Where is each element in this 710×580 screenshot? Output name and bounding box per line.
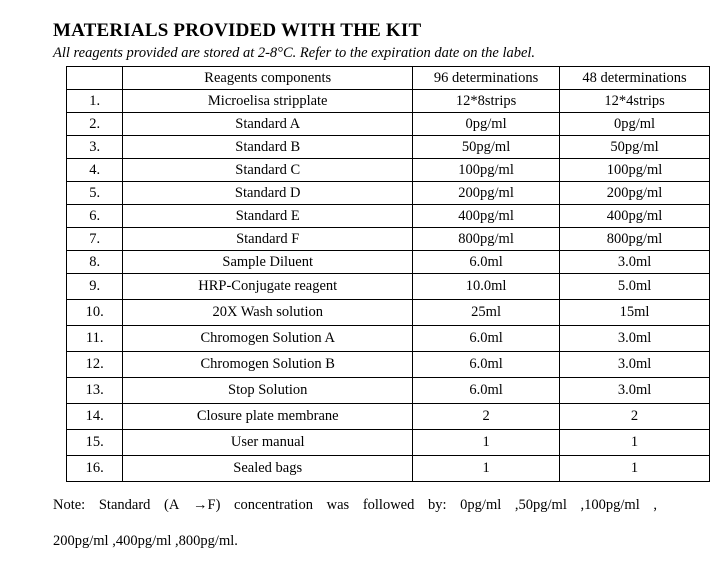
amount-48: 15ml <box>560 300 710 326</box>
row-number: 13. <box>67 378 123 404</box>
note-word: (A <box>164 497 180 513</box>
amount-96: 2 <box>413 404 560 430</box>
amount-48: 2 <box>560 404 710 430</box>
reagent-name: Standard D <box>123 182 413 205</box>
table-row <box>67 159 710 182</box>
amount-48: 3.0ml <box>560 326 710 352</box>
amount-48: 3.0ml <box>560 251 710 274</box>
header-48-determinations: 48 determinations <box>560 67 710 90</box>
table-header-row <box>67 67 710 90</box>
row-number: 11. <box>67 326 123 352</box>
reagent-name: Closure plate membrane <box>123 404 413 430</box>
table-row <box>67 228 710 251</box>
amount-96: 400pg/ml <box>413 205 560 228</box>
header-96-determinations: 96 determinations <box>413 67 560 90</box>
amount-48: 200pg/ml <box>560 182 710 205</box>
amount-96: 1 <box>413 456 560 482</box>
row-number: 9. <box>67 274 123 300</box>
reagent-name: Chromogen Solution B <box>123 352 413 378</box>
table-row <box>67 113 710 136</box>
note-word: ,50pg/ml <box>514 497 567 513</box>
amount-96: 6.0ml <box>413 326 560 352</box>
row-number: 8. <box>67 251 123 274</box>
table-row <box>67 251 710 274</box>
table-row <box>67 274 710 300</box>
header-number <box>67 67 123 90</box>
row-number: 14. <box>67 404 123 430</box>
page-title: MATERIALS PROVIDED WITH THE KIT <box>53 20 422 41</box>
amount-96: 100pg/ml <box>413 159 560 182</box>
reagent-name: Standard C <box>123 159 413 182</box>
note-word: concentration <box>234 497 313 513</box>
amount-96: 25ml <box>413 300 560 326</box>
row-number: 10. <box>67 300 123 326</box>
amount-96: 1 <box>413 430 560 456</box>
note-word: Standard <box>98 497 151 513</box>
row-number: 1. <box>67 90 123 113</box>
note-word: →F) <box>193 497 221 513</box>
row-number: 6. <box>67 205 123 228</box>
amount-48: 3.0ml <box>560 378 710 404</box>
amount-96: 50pg/ml <box>413 136 560 159</box>
amount-48: 12*4strips <box>560 90 710 113</box>
reagent-name: Standard B <box>123 136 413 159</box>
reagent-name: Standard A <box>123 113 413 136</box>
note-word: 0pg/ml <box>460 497 502 513</box>
reagent-name: Sample Diluent <box>123 251 413 274</box>
storage-subtitle: All reagents provided are stored at 2-8°C. Refer to the expiration date on the label. <box>53 45 536 61</box>
amount-48: 1 <box>560 456 710 482</box>
note-word: ,100pg/ml <box>580 497 640 513</box>
table-row <box>67 90 710 113</box>
table-row <box>67 326 710 352</box>
amount-48: 3.0ml <box>560 352 710 378</box>
amount-96: 200pg/ml <box>413 182 560 205</box>
amount-48: 0pg/ml <box>560 113 710 136</box>
reagent-name: Chromogen Solution A <box>123 326 413 352</box>
amount-48: 50pg/ml <box>560 136 710 159</box>
reagent-name: HRP-Conjugate reagent <box>123 274 413 300</box>
amount-96: 0pg/ml <box>413 113 560 136</box>
table-body <box>67 90 710 482</box>
table-row <box>67 352 710 378</box>
table-row <box>67 378 710 404</box>
note-line-1 <box>53 497 657 514</box>
amount-96: 6.0ml <box>413 378 560 404</box>
reagent-name: Standard F <box>123 228 413 251</box>
row-number: 12. <box>67 352 123 378</box>
table-row <box>67 205 710 228</box>
row-number: 5. <box>67 182 123 205</box>
table-row <box>67 300 710 326</box>
table-row <box>67 182 710 205</box>
note-word: was <box>326 497 350 513</box>
note-word: followed <box>362 497 415 513</box>
amount-48: 1 <box>560 430 710 456</box>
amount-48: 100pg/ml <box>560 159 710 182</box>
row-number: 16. <box>67 456 123 482</box>
table-row <box>67 430 710 456</box>
header-reagents: Reagents components <box>123 67 413 90</box>
amount-48: 400pg/ml <box>560 205 710 228</box>
amount-48: 5.0ml <box>560 274 710 300</box>
row-number: 15. <box>67 430 123 456</box>
note-word: Note: <box>53 497 86 513</box>
reagent-name: Standard E <box>123 205 413 228</box>
row-number: 7. <box>67 228 123 251</box>
reagent-name: Microelisa stripplate <box>123 90 413 113</box>
amount-96: 10.0ml <box>413 274 560 300</box>
note-word: , <box>653 497 657 513</box>
amount-96: 800pg/ml <box>413 228 560 251</box>
note-line-2: 200pg/ml ,400pg/ml ,800pg/ml. <box>53 533 238 549</box>
row-number: 4. <box>67 159 123 182</box>
table-row <box>67 456 710 482</box>
reagent-name: 20X Wash solution <box>123 300 413 326</box>
materials-table <box>66 66 710 482</box>
amount-48: 800pg/ml <box>560 228 710 251</box>
amount-96: 6.0ml <box>413 352 560 378</box>
reagent-name: User manual <box>123 430 413 456</box>
table-row <box>67 404 710 430</box>
amount-96: 6.0ml <box>413 251 560 274</box>
reagent-name: Stop Solution <box>123 378 413 404</box>
row-number: 3. <box>67 136 123 159</box>
note-word: by: <box>428 497 447 513</box>
table-row <box>67 136 710 159</box>
row-number: 2. <box>67 113 123 136</box>
reagent-name: Sealed bags <box>123 456 413 482</box>
amount-96: 12*8strips <box>413 90 560 113</box>
